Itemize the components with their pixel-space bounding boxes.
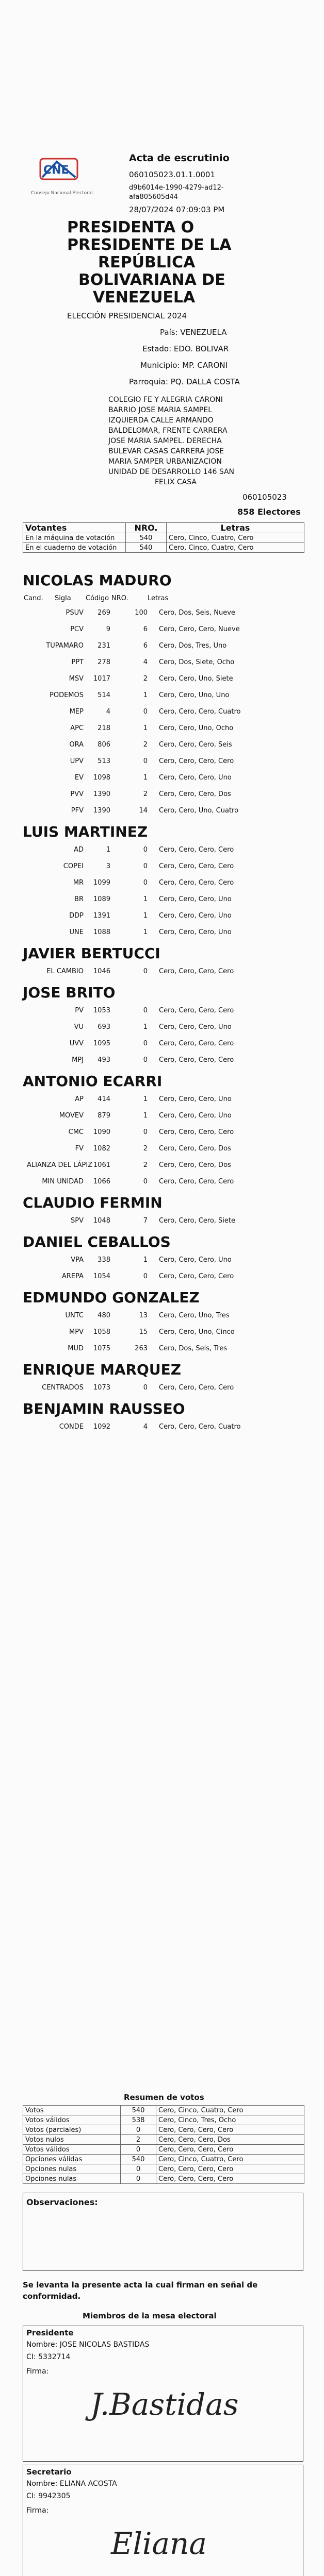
party-code: 1095 — [93, 1040, 110, 1047]
candidate-name: LUIS MARTINEZ — [23, 823, 148, 840]
party-votes-letras: Cero, Cero, Cero, Uno — [159, 1256, 232, 1264]
party-votes: 0 — [143, 1056, 148, 1064]
party-votes: 1 — [143, 691, 148, 699]
party-votes: 0 — [143, 708, 148, 716]
party-votes: 1 — [143, 1095, 148, 1103]
col-header: Código — [86, 595, 109, 602]
party-row — [24, 738, 302, 752]
votantes-letras: Cero, Cinco, Cuatro, Cero — [167, 533, 304, 543]
party-votes: 4 — [143, 658, 148, 666]
candidate-name: CLAUDIO FERMIN — [23, 1194, 163, 1211]
party-votes: 0 — [143, 757, 148, 765]
party-votes-letras: Cero, Cero, Cero, Cuatro — [159, 1423, 241, 1431]
party-row — [24, 754, 302, 769]
member-box — [23, 2326, 303, 2462]
resumen-title: Resumen de votos — [124, 2093, 204, 2102]
party-row — [24, 1253, 302, 1267]
party-votes-letras: Cero, Cero, Cero, Siete — [159, 1217, 236, 1225]
party-sigla: ORA — [69, 741, 84, 749]
party-sigla: MIN UNIDAD — [42, 1178, 84, 1185]
party-votes-letras: Cero, Cero, Cero, Dos — [159, 1161, 231, 1169]
party-sigla: UVV — [69, 1040, 84, 1047]
votantes-nro: 540 — [126, 533, 167, 543]
party-row — [24, 1381, 302, 1395]
votantes-header: Votantes — [23, 523, 126, 533]
party-sigla: UNE — [69, 928, 84, 936]
party-votes-letras: Cero, Cero, Cero, Cero — [159, 1007, 234, 1014]
logo-subtitle: Consejo Nacional Electoral — [31, 191, 93, 196]
party-code: 231 — [98, 642, 110, 650]
resumen-nro: 0 — [121, 2164, 156, 2174]
party-votes: 0 — [143, 1384, 148, 1392]
party-votes-letras: Cero, Cero, Cero, Uno — [159, 1095, 232, 1103]
resumen-row — [23, 2155, 304, 2164]
party-code: 480 — [98, 1312, 110, 1319]
party-votes-letras: Cero, Dos, Siete, Ocho — [159, 658, 235, 666]
party-sigla: MOVEV — [59, 1112, 84, 1120]
party-votes-letras: Cero, Cero, Cero, Nueve — [159, 625, 240, 633]
party-sigla: PVV — [70, 790, 84, 798]
party-code: 1066 — [93, 1178, 110, 1185]
party-votes-letras: Cero, Cero, Cero, Uno — [159, 928, 232, 936]
receipt-sheet — [21, 0, 304, 2576]
resumen-label: Votos válidos — [23, 2145, 121, 2155]
party-code: 1 — [106, 846, 110, 854]
party-votes-letras: Cero, Cero, Uno, Ocho — [159, 724, 234, 732]
party-row — [24, 909, 302, 923]
party-sigla: APC — [70, 724, 84, 732]
party-votes: 1 — [143, 895, 148, 903]
resumen-nro: 0 — [121, 2125, 156, 2135]
resumen-nro: 2 — [121, 2135, 156, 2145]
party-sigla: BR — [74, 895, 84, 903]
party-code: 4 — [106, 708, 110, 716]
party-code: 806 — [98, 741, 110, 749]
centro-line: MARIA SAMPER URBANIZACION — [108, 457, 222, 466]
party-votes-letras: Cero, Cero, Cero, Uno — [159, 1023, 232, 1031]
party-votes: 0 — [143, 846, 148, 854]
member-name: Nombre: ELIANA ACOSTA — [26, 2480, 117, 2488]
party-votes-letras: Cero, Cero, Cero, Cero — [159, 1273, 234, 1280]
party-code: 1390 — [93, 790, 110, 798]
nro-header: NRO. — [126, 523, 167, 533]
party-code: 1090 — [93, 1128, 110, 1136]
party-sigla: DDP — [69, 912, 84, 920]
party-votes: 263 — [135, 1345, 148, 1352]
party-row — [24, 1342, 302, 1356]
acta-id: 060105023.01.1.0001 — [129, 170, 215, 179]
party-votes: 100 — [135, 609, 148, 617]
resumen-nro: 540 — [121, 2106, 156, 2115]
heading-line: REPÚBLICA — [98, 253, 196, 272]
party-code: 513 — [98, 757, 110, 765]
resumen-letras: Cero, Cinco, Cuatro, Cero — [156, 2106, 304, 2115]
party-sigla: AP — [75, 1095, 84, 1103]
party-sigla: ALIANZA DEL LÁPIZ — [27, 1161, 93, 1169]
centro-line: COLEGIO FE Y ALEGRIA CARONI — [108, 396, 223, 404]
location-estado: Estado: EDO. BOLIVAR — [142, 344, 229, 353]
party-sigla: PODEMOS — [50, 691, 84, 699]
conformidad-text: Se levanta la presente acta la cual firman en señal de conformidad. — [23, 2280, 258, 2301]
party-row — [24, 787, 302, 802]
heading-line: VENEZUELA — [93, 289, 196, 307]
party-row — [24, 925, 302, 940]
member-signature: Eliana — [111, 2526, 207, 2561]
party-row — [24, 721, 302, 736]
party-votes-letras: Cero, Dos, Seis, Nueve — [159, 609, 235, 617]
resumen-label: Votos nulos — [23, 2135, 121, 2145]
party-row — [24, 1053, 302, 1067]
party-code: 879 — [98, 1112, 110, 1120]
party-votes: 4 — [143, 1423, 148, 1431]
party-votes-letras: Cero, Cero, Cero, Cuatro — [159, 708, 241, 716]
party-sigla: AD — [74, 846, 84, 854]
party-votes: 0 — [143, 1273, 148, 1280]
party-row — [24, 1020, 302, 1035]
party-sigla: UPV — [70, 757, 84, 765]
party-votes-letras: Cero, Cero, Cero, Dos — [159, 1145, 231, 1153]
candidate-name: DANIEL CEBALLOS — [23, 1233, 171, 1250]
party-row — [24, 622, 302, 637]
resumen-letras: Cero, Cinco, Tres, Ocho — [156, 2115, 304, 2125]
party-votes: 0 — [143, 862, 148, 870]
party-sigla: EV — [74, 774, 84, 782]
party-votes: 0 — [143, 968, 148, 975]
resumen-row — [23, 2135, 304, 2145]
resumen-row — [23, 2145, 304, 2155]
acta-title: Acta de escrutinio — [129, 152, 230, 164]
party-row — [24, 1175, 302, 1189]
party-votes: 1 — [143, 928, 148, 936]
party-row — [24, 705, 302, 719]
party-row — [24, 639, 302, 653]
election-name: ELECCIÓN PRESIDENCIAL 2024 — [67, 311, 187, 320]
votantes-nro: 540 — [126, 543, 167, 553]
party-sigla: UNTC — [65, 1312, 84, 1319]
resumen-letras: Cero, Cero, Cero, Dos — [156, 2135, 304, 2145]
party-code: 1073 — [93, 1384, 110, 1392]
party-votes-letras: Cero, Cero, Cero, Uno — [159, 912, 232, 920]
member-box — [23, 2465, 303, 2576]
candidate-name: ANTONIO ECARRI — [23, 1073, 163, 1090]
party-votes: 0 — [143, 1178, 148, 1185]
party-code: 1390 — [93, 807, 110, 815]
party-code: 1089 — [93, 895, 110, 903]
party-code: 1061 — [93, 1161, 110, 1169]
party-votes-letras: Cero, Cero, Cero, Cero — [159, 846, 234, 854]
party-sigla: MR — [73, 879, 84, 887]
party-votes: 1 — [143, 774, 148, 782]
centro-line: BULEVAR CASAS CARRERA JOSE — [108, 447, 224, 455]
party-sigla: EL CAMBIO — [46, 968, 84, 975]
party-row — [24, 1325, 302, 1340]
party-sigla: CONDE — [59, 1423, 84, 1431]
party-votes: 2 — [143, 790, 148, 798]
party-votes-letras: Cero, Dos, Seis, Tres — [159, 1345, 228, 1352]
party-row — [24, 843, 302, 857]
party-votes-letras: Cero, Dos, Tres, Uno — [159, 642, 227, 650]
member-name: Nombre: JOSE NICOLAS BASTIDAS — [26, 2341, 150, 2349]
party-code: 9 — [106, 625, 110, 633]
party-votes: 2 — [143, 1145, 148, 1153]
party-sigla: COPEI — [63, 862, 84, 870]
resumen-row — [23, 2164, 304, 2174]
party-votes-letras: Cero, Cero, Uno, Uno — [159, 691, 230, 699]
party-code: 1391 — [93, 912, 110, 920]
party-votes: 1 — [143, 1256, 148, 1264]
party-sigla: MPJ — [72, 1056, 84, 1064]
party-code: 414 — [98, 1095, 110, 1103]
resumen-label: Votos válidos — [23, 2115, 121, 2125]
party-votes: 1 — [143, 912, 148, 920]
heading-line: PRESIDENTA O — [67, 218, 195, 236]
party-votes: 13 — [139, 1312, 148, 1319]
party-row — [24, 606, 302, 620]
party-row — [24, 1420, 302, 1434]
party-votes-letras: Cero, Cero, Cero, Cero — [159, 968, 234, 975]
party-votes-letras: Cero, Cero, Uno, Cuatro — [159, 807, 239, 815]
party-row — [24, 1142, 302, 1156]
party-votes: 6 — [143, 625, 148, 633]
party-code: 1058 — [93, 1328, 110, 1336]
candidate-col-headers — [24, 591, 302, 606]
location-municipio: Municipio: MP. CARONI — [140, 361, 228, 370]
party-votes-letras: Cero, Cero, Cero, Cero — [159, 879, 234, 887]
party-sigla: PCV — [70, 625, 84, 633]
party-sigla: MSV — [69, 675, 84, 683]
party-row — [24, 1125, 302, 1140]
resumen-nro: 538 — [121, 2115, 156, 2125]
party-sigla: PSUV — [66, 609, 84, 617]
acta-hash: d9b6014e-1990-4279-ad12-afa805605d44 — [129, 184, 224, 201]
party-votes: 1 — [143, 1023, 148, 1031]
centro-line: IZQUIERDA CALLE ARMANDO — [108, 416, 214, 425]
party-sigla: CMC — [68, 1128, 84, 1136]
votantes-table — [23, 522, 304, 553]
party-votes: 2 — [143, 1161, 148, 1169]
party-code: 1075 — [93, 1345, 110, 1352]
party-sigla: MEP — [69, 708, 84, 716]
member-firma-label: Firma: — [26, 2506, 49, 2515]
party-votes-letras: Cero, Cero, Cero, Uno — [159, 895, 232, 903]
party-sigla: MUD — [68, 1345, 84, 1352]
party-code: 1053 — [93, 1007, 110, 1014]
resumen-letras: Cero, Cinco, Cuatro, Cero — [156, 2155, 304, 2164]
party-votes-letras: Cero, Cero, Uno, Cinco — [159, 1328, 235, 1336]
party-code: 1017 — [93, 675, 110, 683]
party-code: 1046 — [93, 968, 110, 975]
centro-line: BALDELOMAR, FRENTE CARRERA — [108, 427, 228, 435]
party-votes: 7 — [143, 1217, 148, 1225]
party-votes-letras: Cero, Cero, Uno, Tres — [159, 1312, 230, 1319]
party-code: 1098 — [93, 774, 110, 782]
candidate-name: JAVIER BERTUCCI — [23, 945, 160, 962]
party-votes-letras: Cero, Cero, Cero, Cero — [159, 1178, 234, 1185]
party-row — [24, 1037, 302, 1051]
candidate-name: JOSE BRITO — [23, 984, 116, 1001]
party-row — [24, 1158, 302, 1173]
party-votes-letras: Cero, Cero, Uno, Siete — [159, 675, 233, 683]
party-sigla: FV — [75, 1145, 84, 1153]
party-code: 1099 — [93, 879, 110, 887]
centro-line: UNIDAD DE DESARROLLO 146 SAN — [108, 468, 235, 476]
observaciones-label: Observaciones: — [26, 2197, 98, 2207]
party-row — [24, 1109, 302, 1123]
party-votes-letras: Cero, Cero, Cero, Cero — [159, 1040, 234, 1047]
party-row — [24, 876, 302, 890]
party-row — [24, 688, 302, 703]
col-header: Letras — [148, 595, 169, 602]
resumen-nro: 0 — [121, 2145, 156, 2155]
member-signature: J.Bastidas — [90, 2387, 239, 2422]
heading-line: PRESIDENTE DE LA — [67, 236, 232, 254]
party-sigla: CENTRADOS — [42, 1384, 84, 1392]
resumen-table — [23, 2105, 304, 2184]
party-code: 278 — [98, 658, 110, 666]
resumen-letras: Cero, Cero, Cero, Cero — [156, 2164, 304, 2174]
party-votes-letras: Cero, Cero, Cero, Uno — [159, 774, 232, 782]
centro-line: BARRIO JOSE MARIA SAMPEL — [108, 406, 212, 414]
col-header: NRO. — [111, 595, 128, 602]
party-row — [24, 771, 302, 785]
mesa-title: Miembros de la mesa electoral — [83, 2311, 217, 2320]
party-sigla: PFV — [71, 807, 84, 815]
letras-header: Letras — [167, 523, 304, 533]
resumen-row — [23, 2115, 304, 2125]
party-code: 269 — [98, 609, 110, 617]
party-row — [24, 1092, 302, 1107]
votantes-letras: Cero, Cinco, Cuatro, Cero — [167, 543, 304, 553]
party-votes: 2 — [143, 675, 148, 683]
party-votes-letras: Cero, Cero, Cero, Cero — [159, 1056, 234, 1064]
resumen-label: Opciones nulas — [23, 2174, 121, 2184]
party-votes-letras: Cero, Cero, Cero, Cero — [159, 1128, 234, 1136]
resumen-nro: 0 — [121, 2174, 156, 2184]
resumen-letras: Cero, Cero, Cero, Cero — [156, 2174, 304, 2184]
candidate-name: NICOLAS MADURO — [23, 572, 172, 589]
member-ci: CI: 9942305 — [26, 2492, 71, 2500]
party-sigla: SPV — [71, 1217, 84, 1225]
party-code: 1082 — [93, 1145, 110, 1153]
party-votes: 1 — [143, 724, 148, 732]
party-votes: 0 — [143, 1040, 148, 1047]
party-votes-letras: Cero, Cero, Cero, Cero — [159, 862, 234, 870]
party-code: 1088 — [93, 928, 110, 936]
party-code: 1054 — [93, 1273, 110, 1280]
party-votes: 15 — [139, 1328, 148, 1336]
resumen-row — [23, 2106, 304, 2115]
location-parroquia: Parroquia: PQ. DALLA COSTA — [129, 377, 240, 386]
party-sigla: TUPAMARO — [46, 642, 84, 650]
resumen-label: Votos (parciales) — [23, 2125, 121, 2135]
col-header: Cand. — [24, 595, 43, 602]
col-header: Sigla — [55, 595, 71, 602]
party-code: 514 — [98, 691, 110, 699]
resumen-letras: Cero, Cero, Cero, Cero — [156, 2125, 304, 2135]
party-code: 1048 — [93, 1217, 110, 1225]
party-sigla: AREPA — [61, 1273, 84, 1280]
candidate-name: BENJAMIN RAUSSEO — [23, 1400, 185, 1417]
votantes-label: En la máquina de votación — [23, 533, 126, 543]
party-row — [24, 1309, 302, 1323]
acta-datetime: 28/07/2024 07:09:03 PM — [129, 205, 225, 214]
resumen-row — [23, 2125, 304, 2135]
resumen-label: Opciones válidas — [23, 2155, 121, 2164]
party-votes: 0 — [143, 1007, 148, 1014]
centro-line: JOSE MARIA SAMPEL. DERECHA — [108, 437, 222, 445]
party-votes: 6 — [143, 642, 148, 650]
party-code: 493 — [98, 1056, 110, 1064]
resumen-label: Votos — [23, 2106, 121, 2115]
party-votes: 0 — [143, 879, 148, 887]
party-votes: 1 — [143, 1112, 148, 1120]
party-row — [24, 892, 302, 907]
centro-line: FELIX CASA — [155, 478, 197, 486]
party-row — [24, 1214, 302, 1228]
member-ci: CI: 5332714 — [26, 2353, 71, 2361]
party-votes-letras: Cero, Cero, Cero, Cero — [159, 1384, 234, 1392]
member-firma-label: Firma: — [26, 2367, 49, 2376]
party-votes-letras: Cero, Cero, Cero, Cero — [159, 757, 234, 765]
candidate-name: ENRIQUE MARQUEZ — [23, 1361, 182, 1378]
resumen-letras: Cero, Cero, Cero, Cero — [156, 2145, 304, 2155]
party-sigla: MPV — [69, 1328, 84, 1336]
party-votes-letras: Cero, Cero, Cero, Dos — [159, 790, 231, 798]
logo-text: CNE — [43, 164, 69, 177]
party-votes: 14 — [139, 807, 148, 815]
party-row — [24, 964, 302, 979]
resumen-label: Opciones nulas — [23, 2164, 121, 2174]
party-sigla: PPT — [71, 658, 84, 666]
heading-line: BOLIVARIANA DE — [78, 271, 225, 289]
party-votes: 2 — [143, 741, 148, 749]
party-votes-letras: Cero, Cero, Cero, Uno — [159, 1112, 232, 1120]
party-row — [24, 655, 302, 670]
party-sigla: VU — [74, 1023, 84, 1031]
party-code: 218 — [98, 724, 110, 732]
party-sigla: VPA — [71, 1256, 84, 1264]
party-votes: 0 — [143, 1128, 148, 1136]
member-role: Presidente — [26, 2328, 74, 2337]
resumen-nro: 540 — [121, 2155, 156, 2164]
observaciones-box — [23, 2193, 303, 2271]
member-role: Secretario — [26, 2467, 72, 2477]
party-row — [24, 672, 302, 686]
electores-count: 858 Electores — [237, 507, 301, 517]
party-row — [24, 1004, 302, 1018]
party-row — [24, 859, 302, 874]
party-code: 1092 — [93, 1423, 110, 1431]
candidate-name: EDMUNDO GONZALEZ — [23, 1289, 200, 1306]
party-code: 338 — [98, 1256, 110, 1264]
party-row — [24, 804, 302, 818]
party-votes-letras: Cero, Cero, Cero, Seis — [159, 741, 232, 749]
party-code: 693 — [98, 1023, 110, 1031]
resumen-row — [23, 2174, 304, 2184]
party-code: 3 — [106, 862, 110, 870]
centro-code: 060105023 — [242, 493, 287, 502]
votantes-label: En el cuaderno de votación — [23, 543, 126, 553]
party-row — [24, 1269, 302, 1284]
location-pais: País: VENEZUELA — [160, 328, 227, 337]
party-sigla: PV — [75, 1007, 84, 1014]
